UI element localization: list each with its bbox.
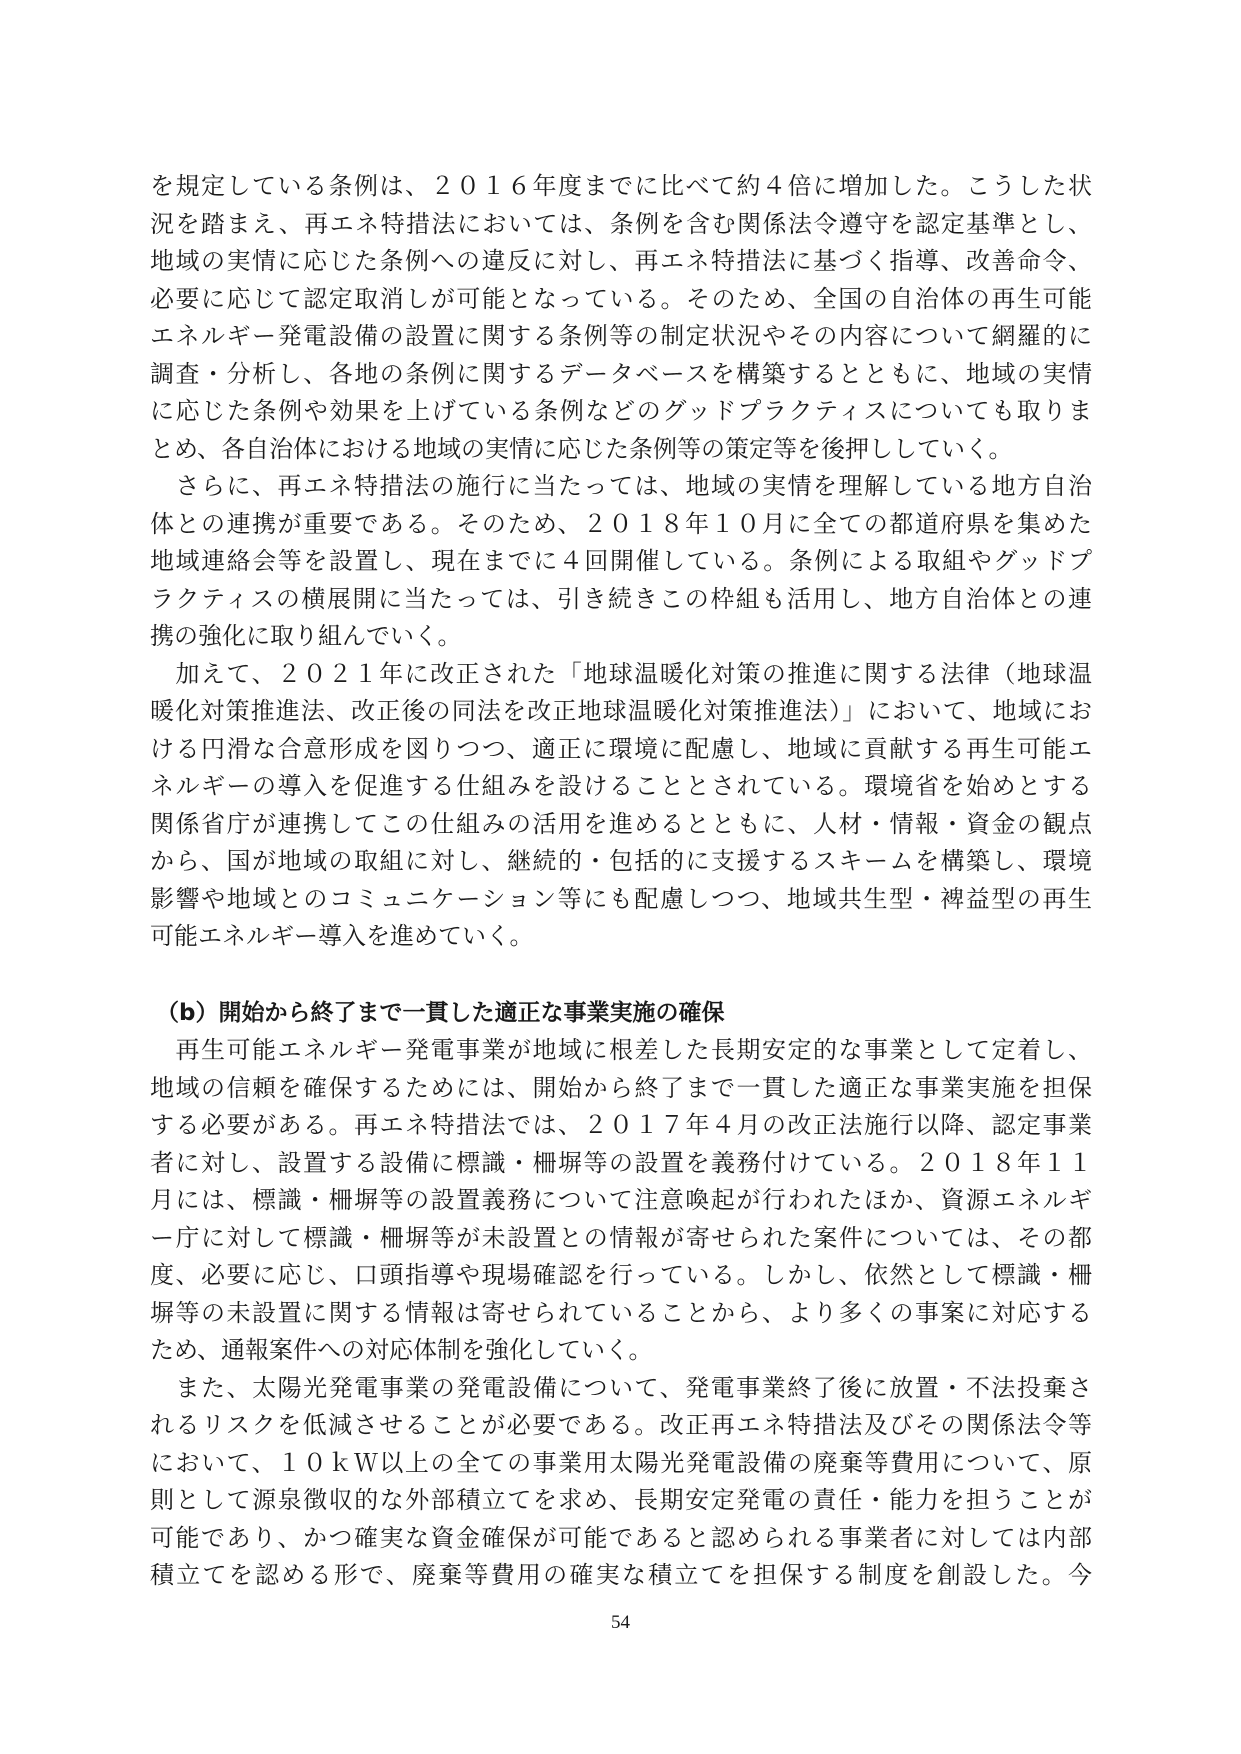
text-line: 可能エネルギー導入を進めていく。 [150,922,534,950]
text-line: 況を踏まえ、再エネ特措法においては、条例を含む関係法令遵守を認定基準とし、 [150,209,1092,238]
document-body [150,168,1092,1595]
text-line: ける円滑な合意形成を図りつつ、適正に環境に配慮し、地域に貢献する再生可能エ [150,734,1092,763]
text-line: 度、必要に応じ、口頭指導や現場確認を行っている。しかし、依然として標識・柵 [150,1261,1092,1289]
text-line: 積立てを認める形で、廃棄等費用の確実な積立てを担保する制度を創設した。今 [150,1561,1092,1589]
text-line: 影響や地域とのコミュニケーション等にも配慮しつつ、地域共生型・裨益型の再生 [150,884,1092,913]
text-line: さらに、再エネ特措法の施行に当たっては、地域の実情を理解している地方自治 [150,472,1092,500]
text-line: ー庁に対して標識・柵塀等が未設置との情報が寄せられた案件については、その都 [150,1223,1092,1252]
text-line: 必要に応じて認定取消しが可能となっている。そのため、全国の自治体の再生可能 [150,284,1092,313]
text-line: 調査・分析し、各地の条例に関するデータベースを構築するとともに、地域の実情 [150,359,1092,388]
text-line: 再生可能エネルギー発電事業が地域に根差した長期安定的な事業として定着し、 [150,1036,1092,1064]
text-line: 関係省庁が連携してこの仕組みの活用を進めるとともに、人材・情報・資金の観点 [150,809,1092,838]
text-line: 携の強化に取り組んでいく。 [150,622,462,650]
text-line: に応じた条例や効果を上げている条例などのグッドプラクティスについても取りま [150,397,1092,425]
section-spacer [150,956,1092,995]
text-line: ため、通報案件への対応体制を強化していく。 [150,1336,653,1364]
page-number: 54 [611,1612,630,1633]
text-line: において、１０ｋＷ以上の全ての事業用太陽光発電設備の廃棄等費用について、原 [150,1448,1092,1477]
text-line: 地域の実情に応じた条例への違反に対し、再エネ特措法に基づく指導、改善命令、 [150,247,1092,275]
text-line: エネルギー発電設備の設置に関する条例等の制定状況やその内容について網羅的に [150,322,1092,350]
paragraph-1 [150,168,1092,468]
text-line: 者に対し、設置する設備に標識・柵塀等の設置を義務付けている。２０１８年１１ [150,1148,1092,1177]
text-line: ネルギーの導入を促進する仕組みを設けることとされている。環境省を始めとする [150,772,1092,800]
text-line: 則として源泉徴収的な外部積立てを求め、長期安定発電の責任・能力を担うことが [150,1486,1092,1514]
text-line: 体との連携が重要である。そのため、２０１８年１０月に全ての都道府県を集めた [150,509,1092,538]
section-heading: （b）開始から終了まで一貫した適正な事業実施の確保 [156,999,725,1026]
text-line: 地域連絡会等を設置し、現在までに４回開催している。条例による取組やグッドプ [150,547,1092,575]
text-line: 塀等の未設置に関する情報は寄せられていることから、より多くの事案に対応する [150,1298,1092,1327]
paragraph-3 [150,656,1092,956]
text-line: れるリスクを低減させることが必要である。改正再エネ特措法及びその関係法令等 [150,1411,1092,1439]
text-line: 暖化対策推進法、改正後の同法を改正地球温暖化対策推進法）」において、地域にお [150,697,1092,725]
paragraph-5 [150,1370,1092,1595]
text-line: 加えて、２０２１年に改正された「地球温暖化対策の推進に関する法律（地球温 [150,659,1092,688]
text-line: ラクティスの横展開に当たっては、引き続きこの枠組も活用し、地方自治体との連 [150,584,1092,613]
text-line: 可能であり、かつ確実な資金確保が可能であると認められる事業者に対しては内部 [150,1523,1092,1552]
text-line: 地域の信頼を確保するためには、開始から終了まで一貫した適正な事業実施を担保 [150,1073,1092,1102]
text-line: する必要がある。再エネ特措法では、２０１７年４月の改正法施行以降、認定事業 [150,1111,1092,1139]
text-line: また、太陽光発電事業の発電設備について、発電事業終了後に放置・不法投棄さ [150,1373,1092,1402]
text-line: から、国が地域の取組に対し、継続的・包括的に支援するスキームを構築し、環境 [150,847,1092,875]
text-line: とめ、各自治体における地域の実情に応じた条例等の策定等を後押ししていく。 [150,434,1013,463]
text-line: 月には、標識・柵塀等の設置義務について注意喚起が行われたほか、資源エネルギ [150,1186,1092,1214]
text-line: を規定している条例は、２０１６年度までに比べて約４倍に増加した。こうした状 [150,172,1092,200]
paragraph-2 [150,468,1092,656]
paragraph-4 [150,1032,1092,1370]
